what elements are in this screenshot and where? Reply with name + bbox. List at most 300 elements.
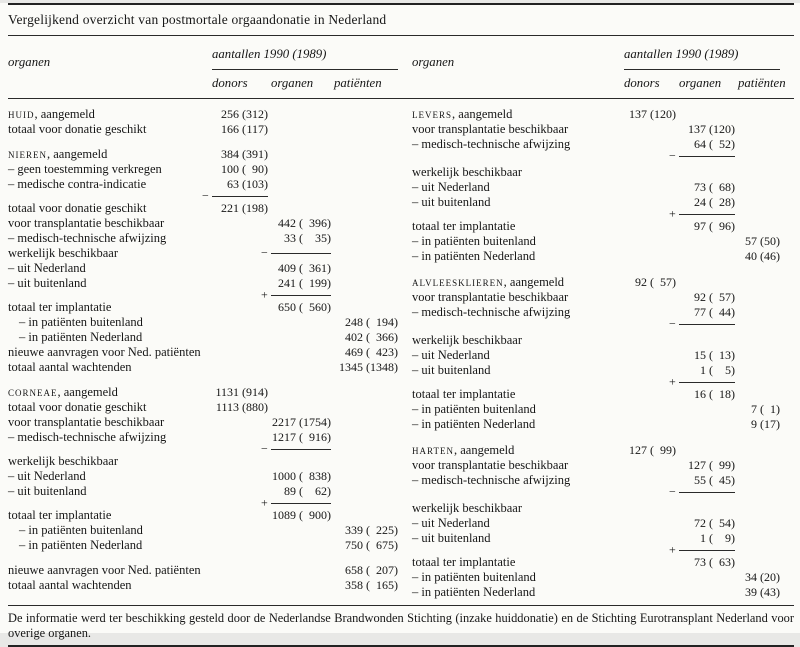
- value-1989-number: 361: [309, 261, 327, 275]
- value-1989: (120): [709, 122, 735, 136]
- value-1989: ( 225): [366, 523, 398, 537]
- donors-cell: [212, 122, 268, 137]
- row-label: – medisch-technische afwijzing: [412, 473, 571, 487]
- value-1990: 7: [751, 402, 757, 416]
- value-1990: 442: [278, 216, 296, 230]
- value-1990: 77: [694, 305, 706, 319]
- table-row: [8, 216, 398, 231]
- value-1989-number: 43: [764, 585, 776, 599]
- row-label: – medisch-technische afwijzing: [412, 305, 571, 319]
- subheader-organen: organen: [271, 76, 314, 90]
- row-label: totaal voor donatie geschikt: [8, 400, 147, 414]
- value-1989: ( 194): [366, 315, 398, 329]
- value-1989: (103): [242, 177, 268, 191]
- organen-cell: [271, 300, 331, 315]
- organen-cell: [271, 430, 331, 445]
- value-1989: ( 44): [709, 305, 735, 319]
- row-label: – in patiënten Nederland: [412, 585, 536, 599]
- organen-cell: [261, 494, 331, 509]
- value-1989-number: 117: [246, 122, 264, 136]
- organen-cell: [271, 484, 331, 499]
- table-row: [412, 305, 780, 320]
- table-row: [412, 363, 780, 378]
- organen-cell: [669, 315, 735, 330]
- table-row: [412, 249, 780, 264]
- row-label: nieuwe aanvragen voor Ned. patiënten: [8, 345, 201, 359]
- row-label: – in patiënten Nederland: [412, 417, 536, 431]
- organen-cell: [679, 387, 735, 402]
- value-1990: 256: [221, 107, 239, 121]
- value-1989-number: 391: [246, 147, 264, 161]
- donors-cell: [212, 147, 268, 162]
- donors-cell: [212, 201, 268, 216]
- value-1990: 1113: [215, 400, 239, 414]
- organen-cell: [679, 363, 735, 378]
- table-row: [8, 147, 398, 162]
- value-1990: 384: [221, 147, 239, 161]
- subheader-patienten-cell: [738, 76, 786, 91]
- patienten-cell: [738, 402, 780, 417]
- row-label: totaal ter implantatie: [412, 555, 516, 569]
- table-row: [8, 231, 398, 246]
- organen-cell: [669, 205, 735, 220]
- row-label: voor transplantatie beschikbaar: [412, 290, 569, 304]
- value-1989-number: 45: [719, 473, 731, 487]
- sum-line: [271, 253, 331, 254]
- table-row: [8, 508, 398, 523]
- table-row: [412, 275, 780, 290]
- value-1990: 1217: [272, 430, 296, 444]
- row-label-text: , aangemeld: [503, 275, 565, 289]
- value-1989: (43): [760, 585, 780, 599]
- header-spacer: [8, 76, 212, 91]
- value-1990: 1131: [215, 385, 239, 399]
- value-1989: ( 396): [299, 216, 331, 230]
- col-header-aantallen: [212, 45, 398, 70]
- table-row: [8, 430, 398, 445]
- sum-rule-row: [412, 147, 780, 162]
- organ-name: alvleesklieren: [412, 275, 504, 289]
- table-row: [412, 180, 780, 195]
- spacer-row: [8, 375, 398, 385]
- table-row: [412, 555, 780, 570]
- organen-cell: [271, 415, 331, 430]
- header-right-half: [412, 36, 794, 98]
- organen-cell: [261, 440, 331, 455]
- table-row: [8, 107, 398, 122]
- row-label: voor transplantatie beschikbaar: [8, 415, 165, 429]
- row-label: – geen toestemming verkregen: [8, 162, 162, 176]
- value-1989-number: 18: [719, 387, 731, 401]
- table-row: [412, 501, 780, 516]
- value-1990: 127: [688, 458, 706, 472]
- value-1990: 100: [221, 162, 239, 176]
- value-1989-number: 120: [654, 107, 672, 121]
- table-row: [412, 107, 780, 122]
- plus-sign: +: [669, 373, 676, 388]
- value-1989-number: 366: [376, 330, 394, 344]
- organen-cell: [669, 483, 735, 498]
- row-label: werkelijk beschikbaar: [412, 165, 523, 179]
- sum-line: [271, 503, 331, 504]
- value-1989: ( 62): [299, 484, 331, 498]
- value-1989: ( 96): [709, 219, 735, 233]
- header-spacer: [412, 76, 624, 91]
- value-1989: ( 52): [709, 137, 735, 151]
- value-1990: 34: [745, 570, 757, 584]
- value-1989: (20): [760, 570, 780, 584]
- donors-cell: [624, 107, 676, 122]
- table-row: [412, 122, 780, 137]
- value-1989: ( 165): [366, 578, 398, 592]
- value-1989-number: 35: [315, 231, 327, 245]
- organen-cell: [261, 244, 331, 259]
- table-row: [8, 385, 398, 400]
- row-label: – uit buitenland: [8, 276, 87, 290]
- organen-cell: [679, 137, 735, 152]
- subheader-organen-cell: [271, 76, 331, 91]
- table-row: [8, 276, 398, 291]
- row-label: werkelijk beschikbaar: [8, 246, 119, 260]
- donors-cell: [212, 400, 268, 415]
- table-row: [8, 360, 398, 375]
- sum-line: [679, 550, 735, 551]
- row-label: – uit buitenland: [8, 484, 87, 498]
- value-1990: 73: [694, 180, 706, 194]
- table-row: [8, 330, 398, 345]
- sum-line: [679, 382, 735, 383]
- row-label: – uit buitenland: [412, 531, 491, 545]
- plus-sign: +: [261, 286, 268, 301]
- sum-rule-row: [412, 541, 780, 556]
- organen-cell: [679, 122, 735, 137]
- header-left-half: [8, 36, 398, 98]
- value-1989: ( 900): [299, 508, 331, 522]
- table-row: [8, 246, 398, 261]
- subheader-patienten-cell: [334, 76, 398, 91]
- value-1990: 9: [751, 417, 757, 431]
- value-1989: ( 99): [650, 443, 676, 457]
- row-label: [412, 107, 624, 122]
- value-1989: ( 90): [242, 162, 268, 176]
- value-1990: 137: [629, 107, 647, 121]
- row-label-text: , aangemeld: [47, 147, 108, 161]
- sum-line: [271, 449, 331, 450]
- value-1990: 92: [694, 290, 706, 304]
- table-row: [8, 122, 398, 137]
- value-1990: 1: [700, 363, 706, 377]
- value-1989-number: 57: [719, 290, 731, 304]
- patienten-cell: [738, 417, 780, 432]
- value-1990: 221: [221, 201, 239, 215]
- organen-cell: [679, 290, 735, 305]
- row-label-text: , aangemeld: [452, 107, 513, 121]
- value-1989: (117): [242, 122, 268, 136]
- subheader-donors-cell: [212, 76, 268, 91]
- value-1989: ( 57): [709, 290, 735, 304]
- plus-sign: +: [669, 205, 676, 220]
- column-gap: [398, 107, 412, 600]
- table-left-column: [8, 107, 398, 600]
- table-row: [8, 315, 398, 330]
- organen-cell: [679, 516, 735, 531]
- organen-cell: [669, 541, 735, 556]
- patienten-cell: [334, 345, 398, 360]
- sum-rule-row: [8, 494, 398, 509]
- value-1989-number: 20: [764, 570, 776, 584]
- row-label: – in patiënten buitenland: [412, 570, 536, 584]
- table-row: [8, 484, 398, 499]
- row-label: [412, 443, 624, 458]
- table-row: [412, 585, 780, 600]
- row-label: – in patiënten buitenland: [412, 234, 536, 248]
- plus-sign: +: [669, 541, 676, 556]
- subheader-donors: donors: [624, 76, 660, 90]
- value-1989: (120): [650, 107, 676, 121]
- value-1989-number: 96: [719, 219, 731, 233]
- table-row: [8, 523, 398, 538]
- value-1990: 40: [745, 249, 757, 263]
- organen-cell: [679, 458, 735, 473]
- row-label: – in patiënten buitenland: [412, 402, 536, 416]
- row-label: werkelijk beschikbaar: [412, 333, 523, 347]
- value-1989-number: 880: [246, 400, 264, 414]
- table-row: [8, 201, 398, 216]
- sum-rule-row: [8, 286, 398, 301]
- value-1989: ( 199): [299, 276, 331, 290]
- table-row: [412, 473, 780, 488]
- organen-cell: [271, 261, 331, 276]
- header-row-2: [8, 70, 398, 98]
- sum-rule-row: [8, 187, 398, 202]
- patienten-cell: [334, 330, 398, 345]
- value-1990: 166: [221, 122, 239, 136]
- minus-sign: −: [669, 483, 676, 498]
- col-header-organen: organen: [8, 55, 51, 69]
- minus-sign: −: [202, 187, 209, 202]
- aantallen-label: aantallen 1990 (1989): [212, 47, 327, 61]
- header-row-2: [412, 70, 786, 98]
- donors-cell: [212, 385, 268, 400]
- col-header-aantallen: [624, 45, 780, 70]
- table-row: [412, 165, 780, 180]
- value-1989-number: 13: [719, 348, 731, 362]
- subheader-patienten: patiënten: [738, 76, 786, 90]
- value-1990: 55: [694, 473, 706, 487]
- value-1989: ( 366): [366, 330, 398, 344]
- value-1989: (880): [242, 400, 268, 414]
- value-1989-number: 103: [246, 177, 264, 191]
- organen-cell: [261, 286, 331, 301]
- patienten-cell: [738, 570, 780, 585]
- header-row-1: [8, 36, 398, 70]
- row-label: – in patiënten Nederland: [19, 538, 143, 552]
- value-1989-number: 99: [719, 458, 731, 472]
- value-1989: ( 560): [299, 300, 331, 314]
- patienten-cell: [334, 563, 398, 578]
- value-1990: 89: [284, 484, 296, 498]
- sum-line: [679, 214, 735, 215]
- row-label: totaal ter implantatie: [412, 219, 516, 233]
- table-row: [412, 348, 780, 363]
- table-row: [8, 469, 398, 484]
- value-1989-number: 194: [376, 315, 394, 329]
- value-1989: ( 13): [709, 348, 735, 362]
- row-label-text: , aangemeld: [453, 443, 515, 457]
- organen-cell: [679, 555, 735, 570]
- value-1989: ( 35): [299, 231, 331, 245]
- value-1989-number: 57: [660, 275, 672, 289]
- row-label-text: , aangemeld: [57, 385, 118, 399]
- organ-name: huid: [8, 107, 35, 121]
- patienten-cell: [334, 523, 398, 538]
- value-1989-number: 28: [719, 195, 731, 209]
- organ-name: nieren: [8, 147, 47, 161]
- minus-sign: −: [669, 315, 676, 330]
- table-row: [8, 538, 398, 553]
- sum-line: [679, 156, 735, 157]
- sum-rule-row: [8, 440, 398, 455]
- row-label: – in patiënten buitenland: [19, 315, 143, 329]
- value-1989: ( 838): [299, 469, 331, 483]
- value-1989-number: 207: [376, 563, 394, 577]
- row-label: [8, 147, 212, 162]
- value-1989: ( 207): [366, 563, 398, 577]
- value-1990: 248: [345, 315, 363, 329]
- patienten-cell: [738, 585, 780, 600]
- value-1989: ( 18): [709, 387, 735, 401]
- value-1989: (1754): [299, 415, 331, 429]
- value-1989-number: 120: [713, 122, 731, 136]
- organ-name: corneae: [8, 385, 58, 399]
- sum-rule-row: [412, 483, 780, 498]
- value-1989: ( 675): [366, 538, 398, 552]
- row-label: – uit Nederland: [8, 261, 86, 275]
- donors-cell: [624, 443, 676, 458]
- value-1990: 16: [694, 387, 706, 401]
- table-row: [412, 333, 780, 348]
- donors-cell: [202, 187, 268, 202]
- value-1989: (198): [242, 201, 268, 215]
- row-label: nieuwe aanvragen voor Ned. patiënten: [8, 563, 201, 577]
- column-gap: [398, 36, 412, 98]
- subheader-donors: donors: [212, 76, 248, 90]
- spacer-row: [412, 432, 780, 443]
- row-label: totaal ter implantatie: [8, 300, 112, 314]
- value-1989: ( 57): [650, 275, 676, 289]
- table-row: [412, 290, 780, 305]
- row-label: voor transplantatie beschikbaar: [412, 458, 569, 472]
- value-1989-number: 52: [719, 137, 731, 151]
- plus-sign: +: [261, 494, 268, 509]
- organen-cell: [271, 276, 331, 291]
- value-1989-number: 199: [309, 276, 327, 290]
- subheader-organen-cell: [679, 76, 735, 91]
- patienten-cell: [738, 249, 780, 264]
- value-1990: 127: [629, 443, 647, 457]
- value-1990: 92: [635, 275, 647, 289]
- row-label: [8, 385, 212, 400]
- sum-rule-row: [412, 205, 780, 220]
- table-row: [8, 563, 398, 578]
- value-1989-number: 165: [376, 578, 394, 592]
- organen-cell: [679, 180, 735, 195]
- row-label: – medisch-technische afwijzing: [412, 137, 571, 151]
- value-1990: 15: [694, 348, 706, 362]
- organen-cell: [679, 348, 735, 363]
- donors-cell: [212, 177, 268, 192]
- row-label: – in patiënten Nederland: [19, 330, 143, 344]
- table-row: [8, 400, 398, 415]
- row-label: – in patiënten buitenland: [19, 523, 143, 537]
- patienten-cell: [334, 360, 398, 375]
- page-title: Vergelijkend overzicht van postmortale orgaandonatie in Nederland: [8, 12, 387, 27]
- table-row: [8, 300, 398, 315]
- value-1990: 1000: [272, 469, 296, 483]
- value-1990: 24: [694, 195, 706, 209]
- sum-rule-row: [412, 373, 780, 388]
- organen-cell: [271, 469, 331, 484]
- row-label: totaal ter implantatie: [412, 387, 516, 401]
- value-1990: 750: [345, 538, 363, 552]
- minus-sign: −: [669, 147, 676, 162]
- value-1989-number: 1754: [303, 415, 327, 429]
- value-1989-number: 54: [719, 516, 731, 530]
- table-row: [412, 516, 780, 531]
- table-row: [412, 531, 780, 546]
- value-1989-number: 900: [309, 508, 327, 522]
- value-1990: 469: [345, 345, 363, 359]
- header-row-1: [412, 36, 780, 70]
- organen-cell: [679, 195, 735, 210]
- value-1990: 33: [284, 231, 296, 245]
- subheader-organen: organen: [679, 76, 722, 90]
- value-1990: 1: [700, 531, 706, 545]
- value-1990: 137: [688, 122, 706, 136]
- row-label: [412, 275, 624, 290]
- value-1989-number: 675: [376, 538, 394, 552]
- row-label: – medisch-technische afwijzing: [8, 231, 167, 245]
- value-1989: ( 361): [299, 261, 331, 275]
- value-1990: 1345: [339, 360, 363, 374]
- value-1989-number: 9: [725, 531, 731, 545]
- row-label: – uit Nederland: [412, 180, 490, 194]
- value-1990: 72: [694, 516, 706, 530]
- value-1989: (46): [760, 249, 780, 263]
- row-label: totaal voor donatie geschikt: [8, 122, 147, 136]
- spacer-row: [8, 553, 398, 563]
- row-label: werkelijk beschikbaar: [8, 454, 119, 468]
- organen-cell: [271, 216, 331, 231]
- value-1989-number: 90: [252, 162, 264, 176]
- value-1989-number: 312: [246, 107, 264, 121]
- row-label: – in patiënten Nederland: [412, 249, 536, 263]
- value-1989-number: 44: [719, 305, 731, 319]
- spacer-row: [412, 264, 780, 275]
- table-row: [412, 402, 780, 417]
- value-1990: 650: [278, 300, 296, 314]
- value-1990: 402: [345, 330, 363, 344]
- minus-sign: −: [261, 440, 268, 455]
- row-label: voor transplantatie beschikbaar: [412, 122, 569, 136]
- row-label-text: , aangemeld: [34, 107, 95, 121]
- donors-cell: [212, 162, 268, 177]
- table-row: [8, 345, 398, 360]
- value-1989: ( 28): [709, 195, 735, 209]
- value-1989-number: 198: [246, 201, 264, 215]
- spacer-row: [8, 137, 398, 147]
- subheader-patienten: patiënten: [334, 76, 382, 90]
